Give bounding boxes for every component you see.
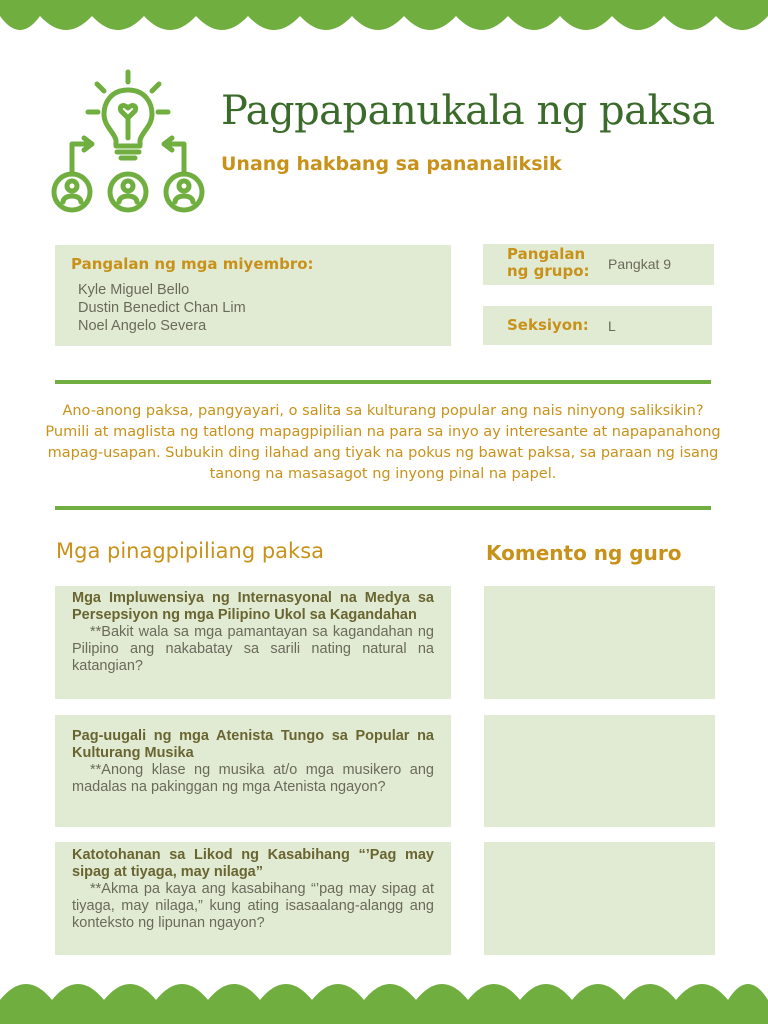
top-scallop-border <box>0 0 768 40</box>
topic-card <box>55 842 451 955</box>
members-list <box>78 281 246 335</box>
members-panel <box>55 245 451 346</box>
topic-title: Mga Impluwensiya ng Internasyonal na Medya sa Persepsiyon ng mga Pilipino Ukol sa Kagandahan <box>72 590 434 623</box>
teacher-comment-box[interactable] <box>484 842 715 955</box>
page-subtitle: Unang hakbang sa pananaliksik <box>221 153 562 175</box>
section-value: L <box>608 318 616 334</box>
member-name: Kyle Miguel Bello <box>78 282 190 298</box>
topic-question: **Anong klase ng musika at/o mga musikero ang madalas na pakinggan ng mga Atenista ngayon? <box>72 762 434 795</box>
topics-heading: Mga pinagpipiliang paksa <box>56 539 325 563</box>
bottom-scallop-border <box>0 972 768 1024</box>
teacher-comment-box[interactable] <box>484 715 715 827</box>
topic-card <box>55 586 451 699</box>
member-name: Dustin Benedict Chan Lim <box>78 300 246 316</box>
divider <box>55 380 711 384</box>
page-title: Pagpapanukala ng paksa <box>221 88 715 134</box>
topic-title: Katotohanan sa Likod ng Kasabihang “’Pag may sipag at tiyaga, may nilaga” <box>72 847 434 880</box>
section-label: Seksiyon: <box>507 316 589 334</box>
teacher-comment-heading: Komento ng guro <box>486 541 682 565</box>
section-panel <box>483 306 712 345</box>
teacher-comment-box[interactable] <box>484 586 715 699</box>
topic-title: Pag-uugali ng mga Atenista Tungo sa Popular na Kulturang Musika <box>72 728 434 761</box>
group-name-label: Pangalan ng grupo: <box>507 245 590 280</box>
lightbulb-team-icon <box>50 68 206 218</box>
divider <box>55 506 711 510</box>
instructions-text: Ano-anong paksa, pangyayari, o salita sa kulturang popular ang nais ninyong saliksikin? Pumili at maglista ng tatlong mapagpipilian na para sa inyo ay interesante at napapanahong mapag-usapan. Subukin ding ilahad ang tiyak na pokus ng bawat paksa, sa paraan ng isang tanong na masasagot ng inyong pinal na papel. <box>45 403 721 482</box>
members-label: Pangalan ng mga miyembro: <box>71 255 314 273</box>
member-name: Noel Angelo Severa <box>78 318 207 334</box>
topic-card <box>55 715 451 827</box>
group-name-value: Pangkat 9 <box>608 256 672 272</box>
topic-question: **Bakit wala sa mga pamantayan sa kagandahan ng Pilipino ang nakabatay sa sarili nating natural na katangian? <box>72 624 434 674</box>
group-name-panel <box>483 244 714 285</box>
topic-question: **Akma pa kaya ang kasabihang “’pag may sipag at tiyaga, may nilaga,” kung ating isasaalang-alangg ang konteksto ng lipunan ngayon? <box>72 881 434 931</box>
